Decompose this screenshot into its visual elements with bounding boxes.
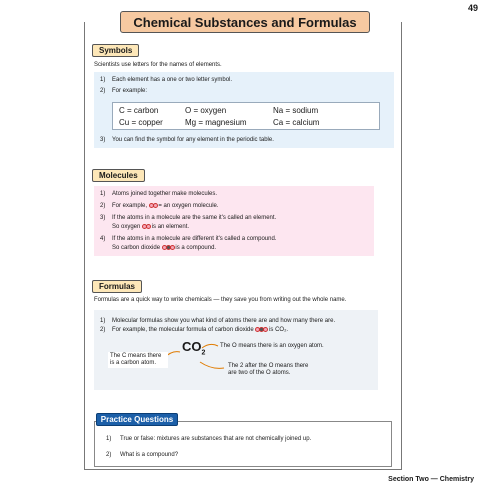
element-symbol-table bbox=[112, 102, 380, 130]
item-number: 1) bbox=[100, 318, 106, 324]
carbon-dioxide-molecule-icon bbox=[162, 245, 174, 251]
symbols-intro: Scientists use letters for the names of elements. bbox=[94, 62, 222, 68]
page-number: 49 bbox=[467, 3, 478, 13]
item-text: is a compound. bbox=[175, 245, 217, 251]
item-number: 1) bbox=[100, 191, 106, 197]
item-text: Molecular formulas show you what kind of atoms there are and how many there are. bbox=[112, 318, 336, 324]
practice-questions-tab: Practice Questions bbox=[96, 413, 178, 426]
item-text: is an element. bbox=[151, 224, 190, 230]
section-tab-symbols: Symbols bbox=[92, 44, 139, 57]
molecules-item-2 bbox=[100, 202, 219, 210]
question-text: What is a compound? bbox=[120, 452, 179, 458]
symbols-item-2 bbox=[100, 87, 147, 95]
co2-formula bbox=[182, 339, 205, 357]
practice-question-1 bbox=[106, 436, 311, 442]
symbols-panel bbox=[94, 72, 394, 148]
annotation-oxygen: The O means there is an oxygen atom. bbox=[220, 343, 324, 349]
oxygen-molecule-icon bbox=[149, 203, 157, 209]
item-number: 2) bbox=[100, 203, 106, 209]
element-entry: O = oxygen bbox=[185, 106, 227, 115]
annotation-subscript: The 2 after the O means there are two of the O atoms. bbox=[228, 363, 309, 376]
practice-questions-box bbox=[94, 421, 392, 467]
co2-subscript: 2 bbox=[201, 349, 206, 357]
item-text: Each element has a one or two letter symbol. bbox=[112, 77, 233, 83]
element-entry: C = carbon bbox=[119, 106, 159, 115]
item-text: If the atoms in a molecule are different it's called a compound. bbox=[112, 236, 277, 242]
question-text: True or false: mixtures are substances that are not chemically joined up. bbox=[120, 436, 312, 442]
item-text: For example: bbox=[112, 88, 148, 94]
arrow-to-2 bbox=[200, 362, 224, 368]
question-number: 1) bbox=[106, 436, 112, 442]
item-text: So carbon dioxide bbox=[112, 245, 161, 251]
item-number: 3) bbox=[100, 215, 106, 221]
item-number: 2) bbox=[100, 88, 106, 94]
molecules-item-4-cont bbox=[112, 244, 216, 252]
practice-question-2 bbox=[106, 452, 178, 458]
molecules-item-3-cont bbox=[112, 223, 189, 231]
item-number: 2) bbox=[100, 327, 106, 333]
formulas-intro: Formulas are a quick way to write chemicals — they save you from writing out the whole name. bbox=[94, 297, 347, 303]
molecules-item-3 bbox=[100, 214, 276, 222]
symbols-item-1 bbox=[100, 76, 232, 84]
element-entry: Cu = copper bbox=[119, 118, 163, 127]
section-tab-molecules: Molecules bbox=[92, 169, 145, 182]
oxygen-molecule-icon bbox=[142, 224, 150, 230]
section-tab-formulas: Formulas bbox=[92, 280, 142, 293]
item-text: = an oxygen molecule. bbox=[158, 203, 219, 209]
item-number: 3) bbox=[100, 137, 106, 143]
item-number: 4) bbox=[100, 236, 106, 242]
question-number: 2) bbox=[106, 452, 112, 458]
co2-main: CO bbox=[182, 339, 202, 354]
item-text: For example, the molecular formula of carbon dioxide bbox=[112, 327, 254, 333]
molecules-item-1 bbox=[100, 190, 217, 198]
item-number: 1) bbox=[100, 77, 106, 83]
item-text: For example, bbox=[112, 203, 148, 209]
element-entry: Ca = calcium bbox=[273, 118, 320, 127]
formulas-panel bbox=[94, 310, 378, 390]
page-footer: Section Two — Chemistry bbox=[388, 476, 474, 483]
element-entry: Mg = magnesium bbox=[185, 118, 247, 127]
molecules-item-4 bbox=[100, 235, 276, 243]
item-text: is CO₂. bbox=[269, 327, 289, 333]
item-text: Atoms joined together make molecules. bbox=[112, 191, 218, 197]
molecules-panel bbox=[94, 186, 374, 256]
item-text: If the atoms in a molecule are the same it's called an element. bbox=[112, 215, 277, 221]
symbols-item-3 bbox=[100, 136, 274, 144]
annotation-carbon: The C means there is a carbon atom. bbox=[108, 352, 168, 368]
item-text: You can find the symbol for any element in the periodic table. bbox=[112, 137, 274, 143]
item-text: So oxygen bbox=[112, 224, 141, 230]
element-entry: Na = sodium bbox=[273, 106, 319, 115]
page-title: Chemical Substances and Formulas bbox=[120, 11, 370, 33]
annotation-arrows bbox=[94, 310, 378, 390]
